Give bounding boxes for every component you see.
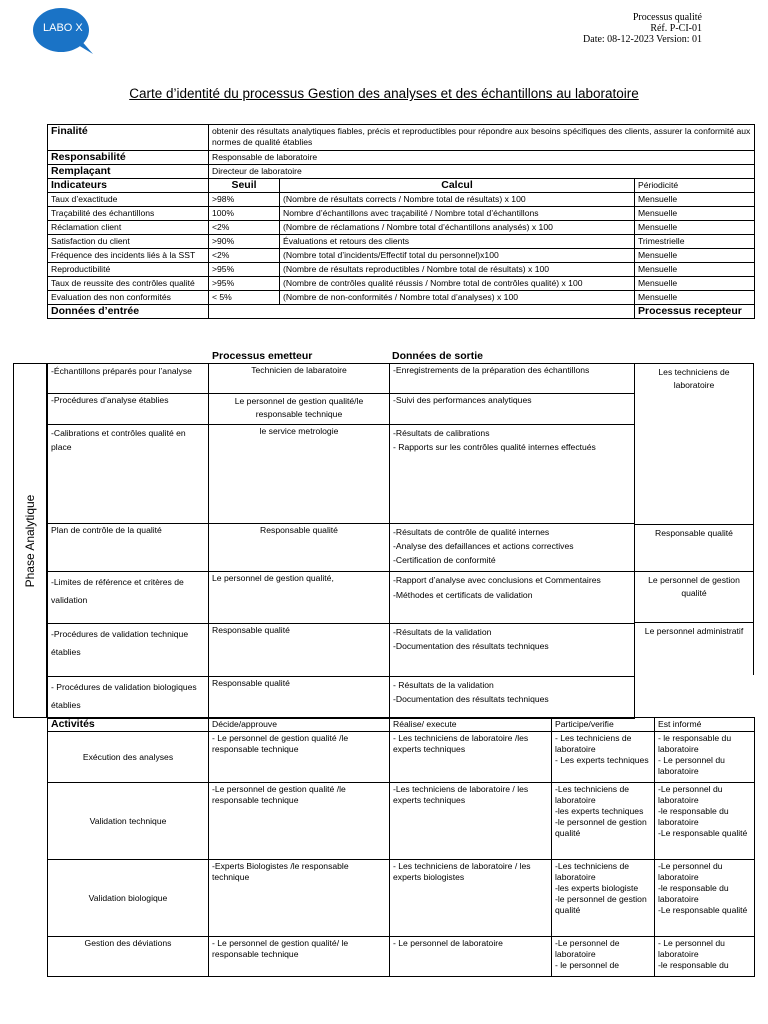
phase-analytique-column (13, 363, 47, 718)
flow-row (48, 364, 635, 394)
activity-participates: - Les techniciens de laboratoire - Les experts techniques (552, 732, 655, 783)
indicator-row (48, 221, 755, 235)
indicator-row (48, 291, 755, 305)
emitter-process: Le personnel de gestion qualité, (209, 572, 390, 624)
flow-row (48, 677, 635, 719)
indicator-calc: Évaluations et retours des clients (280, 235, 635, 249)
activity-informed: - le responsable du laboratoire - Le personnel du laboratoire (655, 732, 755, 783)
activity-executes: -Les techniciens de laboratoire / les experts techniques (390, 783, 552, 860)
receiver-cell: Le personnel administratif (634, 622, 754, 675)
indicator-name: Taux de reussite des contrôles qualité (48, 277, 209, 291)
indicator-threshold: >90% (209, 235, 280, 249)
identity-table (47, 124, 755, 319)
indicator-period: Mensuelle (635, 263, 755, 277)
indicator-threshold: < 5% (209, 291, 280, 305)
indicator-row (48, 235, 755, 249)
page-title: Carte d’identité du processus Gestion des analyses et des échantillons au laboratoire (129, 86, 639, 101)
outputs-header-label: Données de sortie (392, 350, 484, 362)
activity-row (48, 860, 755, 937)
indicator-period: Mensuelle (635, 221, 755, 235)
input-data: -Procédures d’analyse établies (48, 394, 209, 425)
output-data: -Résultats de la validation -Documentation des résultats techniques (390, 624, 635, 677)
activity-executes: - Les techniciens de laboratoire / les experts biologistes (390, 860, 552, 937)
responsabilite-label: Responsabilité (48, 151, 209, 165)
input-data: Plan de contrôle de la qualité (48, 524, 209, 572)
emitter-process: Technicien de labaratoire (209, 364, 390, 394)
activity-participates: -Le personnel de laboratoire - le personnel de (552, 937, 655, 977)
indicator-name: Fréquence des incidents liés à la SST (48, 249, 209, 263)
activity-participates: -Les techniciens de laboratoire -les experts biologiste -le personnel de gestion qualité (552, 860, 655, 937)
document-header (583, 12, 702, 45)
activity-informed: - Le personnel du laboratoire -le responsable du (655, 937, 755, 977)
seuil-header: Seuil (209, 179, 280, 193)
flow-row (48, 425, 635, 524)
activity-participates: -Les techniciens de laboratoire -les experts techniques -le personnel de gestion qualité (552, 783, 655, 860)
flow-row (48, 394, 635, 425)
activity-informed: -Le personnel du laboratoire -le responsable du laboratoire -Le responsable qualité (655, 783, 755, 860)
receiver-cell: Responsable qualité (634, 524, 754, 572)
activity-decides: - Le personnel de gestion qualité /le responsable technique (209, 732, 390, 783)
emitter-process: Responsable qualité (209, 677, 390, 719)
activity-decides: -Le personnel de gestion qualité /le responsable technique (209, 783, 390, 860)
informe-header: Est informé (655, 718, 755, 732)
output-data: - Résultats de la validation -Documentation des résultats techniques (390, 677, 635, 719)
participe-header: Participe/verifie (552, 718, 655, 732)
remplacant-value: Directeur de laboratoire (209, 165, 755, 179)
emitter-header (209, 305, 280, 319)
indicator-row (48, 249, 755, 263)
emitter-process: Responsable qualité (209, 624, 390, 677)
doc-title: Processus qualité (632, 12, 702, 23)
output-data: -Suivi des performances analytiques (390, 394, 635, 425)
flow-row (48, 624, 635, 677)
indicator-threshold: >98% (209, 193, 280, 207)
input-data: -Limites de référence et critères de validation (48, 572, 209, 624)
activity-name: Exécution des analyses (48, 732, 209, 783)
logo-text: LABO X (43, 22, 83, 34)
indicators-header: Indicateurs (48, 179, 209, 193)
indicator-period: Mensuelle (635, 277, 755, 291)
indicator-calc: (Nombre de contrôles qualité réussis / Nombre total de contrôles qualité) x 100 (280, 277, 635, 291)
indicator-threshold: >95% (209, 277, 280, 291)
indicator-name: Satisfaction du client (48, 235, 209, 249)
activity-informed: -Le personnel du laboratoire -le responsable du laboratoire -Le responsable qualité (655, 860, 755, 937)
activity-name: Gestion des déviations (48, 937, 209, 977)
indicator-calc: (Nombre de résultats reproductibles / Nombre total de résultats) x 100 (280, 263, 635, 277)
indicator-threshold: >95% (209, 263, 280, 277)
emitter-header-label: Processus emetteur (212, 350, 313, 362)
indicator-row (48, 193, 755, 207)
emitter-process: Responsable qualité (209, 524, 390, 572)
emitter-process: le service metrologie (209, 425, 390, 524)
periodicite-header: Périodicité (635, 179, 755, 193)
indicator-threshold: 100% (209, 207, 280, 221)
decide-header: Décide/approuve (209, 718, 390, 732)
input-data: -Procédures de validation technique établies (48, 624, 209, 677)
flow-table (47, 363, 635, 719)
indicator-row (48, 263, 755, 277)
activity-row (48, 783, 755, 860)
indicator-period: Mensuelle (635, 291, 755, 305)
flow-row (48, 572, 635, 624)
phase-label: Phase Analytique (23, 494, 37, 587)
output-data: -Enregistrements de la préparation des échantillons (390, 364, 635, 394)
activities-table (47, 717, 755, 977)
flow-row (48, 524, 635, 572)
input-data: -Échantillons préparés pour l’analyse (48, 364, 209, 394)
remplacant-label: Remplaçant (48, 165, 209, 179)
indicator-name: Evaluation des non conformités (48, 291, 209, 305)
indicator-threshold: <2% (209, 221, 280, 235)
activities-header: Activités (48, 718, 209, 732)
emitter-process: Le personnel de gestion qualité/le responsable technique (209, 394, 390, 425)
output-data: -Résultats de contrôle de qualité internes -Analyse des defaillances et actions correctives -Certification de conformité (390, 524, 635, 572)
indicator-period: Trimestrielle (635, 235, 755, 249)
receiver-header: Processus recepteur (635, 305, 755, 319)
activity-name: Validation technique (48, 783, 209, 860)
activity-row (48, 732, 755, 783)
activity-row (48, 937, 755, 977)
inputs-header: Données d’entrée (48, 305, 209, 319)
responsabilite-value: Responsable de laboratoire (209, 151, 755, 165)
indicator-name: Traçabilité des échantillons (48, 207, 209, 221)
indicator-name: Taux d’exactitude (48, 193, 209, 207)
indicator-name: Réclamation client (48, 221, 209, 235)
doc-ref: Réf. P-CI-01 (650, 23, 702, 34)
input-data: -Calibrations et contrôles qualité en place (48, 425, 209, 524)
finalite-label: Finalité (48, 125, 209, 151)
outputs-header (280, 305, 635, 319)
indicator-period: Mensuelle (635, 249, 755, 263)
indicator-threshold: <2% (209, 249, 280, 263)
activity-decides: - Le personnel de gestion qualité/ le responsable technique (209, 937, 390, 977)
indicator-calc: (Nombre de résultats corrects / Nombre total de résultats) x 100 (280, 193, 635, 207)
output-data: -Rapport d’analyse avec conclusions et Commentaires -Méthodes et certificats de validation (390, 572, 635, 624)
input-data: - Procédures de validation biologiques établies (48, 677, 209, 719)
activity-executes: - Les techniciens de laboratoire /les experts techniques (390, 732, 552, 783)
receiver-cell: Le personnel de gestion qualité (634, 571, 754, 623)
activity-executes: - Le personnel de laboratoire (390, 937, 552, 977)
indicator-calc: (Nombre de réclamations / Nombre total d’échantillons analysés) x 100 (280, 221, 635, 235)
finalite-value: obtenir des résultats analytiques fiables, précis et reproductibles pour répondre aux besoins spécifiques des clients, assurer la conformité aux normes de qualité établies (209, 125, 755, 151)
doc-date-version: Date: 08-12-2023 Version: 01 (583, 34, 702, 45)
calcul-header: Calcul (280, 179, 635, 193)
indicator-period: Mensuelle (635, 207, 755, 221)
indicator-calc: (Nombre total d’incidents/Effectif total du personnel)x100 (280, 249, 635, 263)
indicator-row (48, 277, 755, 291)
indicator-calc: Nombre d’échantillons avec traçabilité / Nombre total d’échantillons (280, 207, 635, 221)
activity-decides: -Experts Biologistes /le responsable technique (209, 860, 390, 937)
indicator-row (48, 207, 755, 221)
indicator-name: Reproductibilité (48, 263, 209, 277)
realise-header: Réalise/ execute (390, 718, 552, 732)
indicator-period: Mensuelle (635, 193, 755, 207)
activity-name: Validation biologique (48, 860, 209, 937)
indicator-calc: (Nombre de non-conformités / Nombre total d’analyses) x 100 (280, 291, 635, 305)
output-data: -Résultats de calibrations - Rapports sur les contrôles qualité internes effectués (390, 425, 635, 524)
receiver-cell: Les techniciens de laboratoire (634, 363, 754, 525)
